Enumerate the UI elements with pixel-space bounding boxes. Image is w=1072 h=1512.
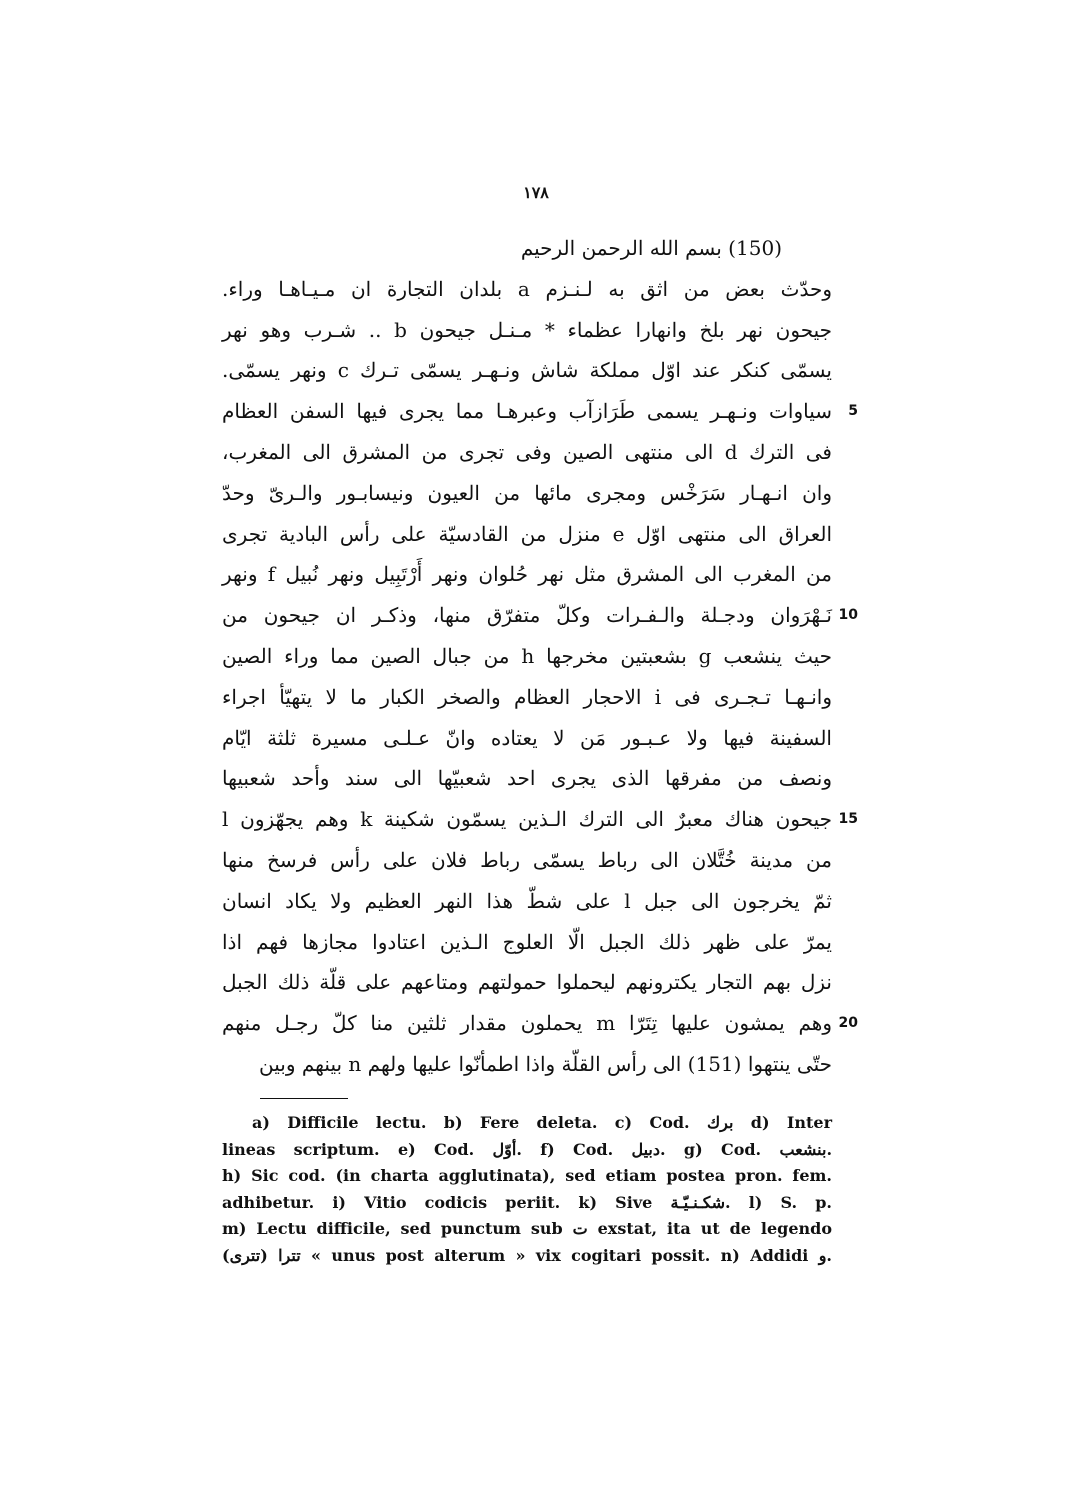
text-line	[222, 514, 832, 555]
line-text: حيث ينشعب g بشعبتين مخرجها h من جبال الصين مما وراء الصين	[222, 643, 833, 668]
text-line	[222, 473, 832, 514]
text-line	[222, 1044, 832, 1085]
footnote-divider	[260, 1098, 348, 1099]
text-line	[222, 718, 832, 759]
line-text: نَـهْرَوان ودجـلة والـفـرات وكلّ متفرّق منها، وذكـر ان جيحون من	[222, 603, 832, 628]
text-line	[222, 595, 858, 636]
line-text: العراق الى منتهى اوّل e منزل من القادسيّة على رأس البادية تجرى	[222, 521, 832, 546]
text-line	[222, 677, 832, 718]
line-text: من المغرب الى المشرق مثل نهر حُلوان ونهر أَرْتَبِيل ونهر نُبيل f ونهر	[222, 562, 832, 587]
line-text: وانـهـا تـجـرى فى i الاحجار العظام والصخر الكبار ما لا يتهيّأ اجراء	[222, 684, 833, 709]
line-text: يمرّ على ظهر ذلك الجبل الّا العلوج الـذين اعتادوا مجازها فهم اذا	[222, 929, 832, 954]
line-text: من مدينة خُتَّلان الى رباط يسمّى رباط فلان على رأس فرسخ منها	[222, 847, 832, 872]
text-line	[222, 554, 832, 595]
text-line	[222, 636, 832, 677]
text-line	[222, 840, 832, 881]
heading-line	[222, 228, 832, 269]
footnotes	[222, 1110, 832, 1269]
line-number: 10	[838, 607, 858, 624]
arabic-text-block	[222, 228, 858, 1085]
line-text: ثمّ يخرجون الى جبل l على شطّ هذا النهر العظيم ولا يكاد انسان	[222, 888, 832, 913]
line-text: وهم يمشون عليها تِتَرّا m يحملون مقدار ثلثين منا كلّ رجـل منهم	[222, 1011, 832, 1036]
line-number: 20	[838, 1015, 858, 1032]
footnote-line: lineas scriptum. e) Cod. أوّل. f) Cod. دبيل. g) Cod. بنشعب.	[222, 1139, 833, 1159]
text-line	[222, 881, 832, 922]
footnote-line: a) Difficile lectu. b) Fere deleta. c) Cod. برك d) Inter	[252, 1113, 833, 1132]
line-text: ونصف من مفرقها الذى يجرى احد شعبيّها الى سند وأحد شعبيها	[222, 766, 832, 791]
text-line	[222, 799, 858, 840]
line-text: (150) بسم الله الرحمن الرحيم	[520, 236, 782, 260]
text-line	[222, 269, 832, 310]
footnote-line: m) Lectu difficile, sed punctum sub ت exstat, ita ut de legendo	[222, 1219, 833, 1238]
text-line	[222, 962, 832, 1003]
line-text: حتّى ينتهوا (151) الى رأس القلّة واذا اطمأنّوا عليها ولهم n بينهم وبين	[259, 1051, 832, 1076]
line-text: فى الترك d الى منتهى الصين وفى تجرى من المشرق الى المغرب،	[222, 439, 832, 464]
footnote-line: adhibetur. i) Vitio codicis periit. k) Sive شكـنـيّـة. l) S. p.	[222, 1192, 832, 1212]
line-text: جيحون هناك معبرٌ الى الترك الـذين يسمّون شكينة k وهم يجهّزون l	[222, 807, 832, 832]
line-number: 15	[838, 811, 858, 828]
line-text: جيحون نهر بلخ وانهارا عظماء * مـنـل جيحون b .. شـرب وهو نهر	[222, 317, 833, 342]
text-line	[222, 432, 832, 473]
footnote-line: h) Sic cod. (in charta agglutinata), sed etiam postea pron. fem.	[222, 1166, 832, 1185]
line-number: 5	[848, 403, 858, 420]
text-line	[222, 310, 832, 351]
line-text: سياوات ونـهـر يسمى طَرَازآب وعبرهـا مما يجرى فيها السفن العظام	[222, 399, 832, 424]
text-line	[222, 1003, 858, 1044]
page-number: ١٧٨	[523, 183, 549, 202]
text-line	[222, 350, 832, 391]
line-text: نزل بهم التجار يكترونهم ليحملوا حمولتهم ومتاعهم على قلّة ذلك الجبل	[222, 970, 832, 995]
line-text: يسمّى كنكر عند اوّل مملكة شاش ونـهـر يسمّى تـرك c ونهر يسمّى.	[222, 358, 832, 383]
text-line	[222, 391, 858, 432]
line-text: وحدّث بعض من اثق به لـنـزم a بلدان التجارة ان مـيـاهـا وراء.	[222, 276, 832, 301]
line-text: وان انـهـار سَرَخْس ومجرى مائها من العيون ونيسابـور والـرىّ وحدّ	[222, 480, 832, 505]
footnote-line: تترا (تترى) « unus post alterum » vix cogitari possit. n) Addidi و.	[222, 1245, 832, 1265]
line-text: السفينة فيها ولا عـبـور مَن لا يعتاده وانّ عـلـى مسيرة ثلثة ايّام	[222, 725, 832, 750]
text-line	[222, 758, 832, 799]
text-line	[222, 922, 832, 963]
